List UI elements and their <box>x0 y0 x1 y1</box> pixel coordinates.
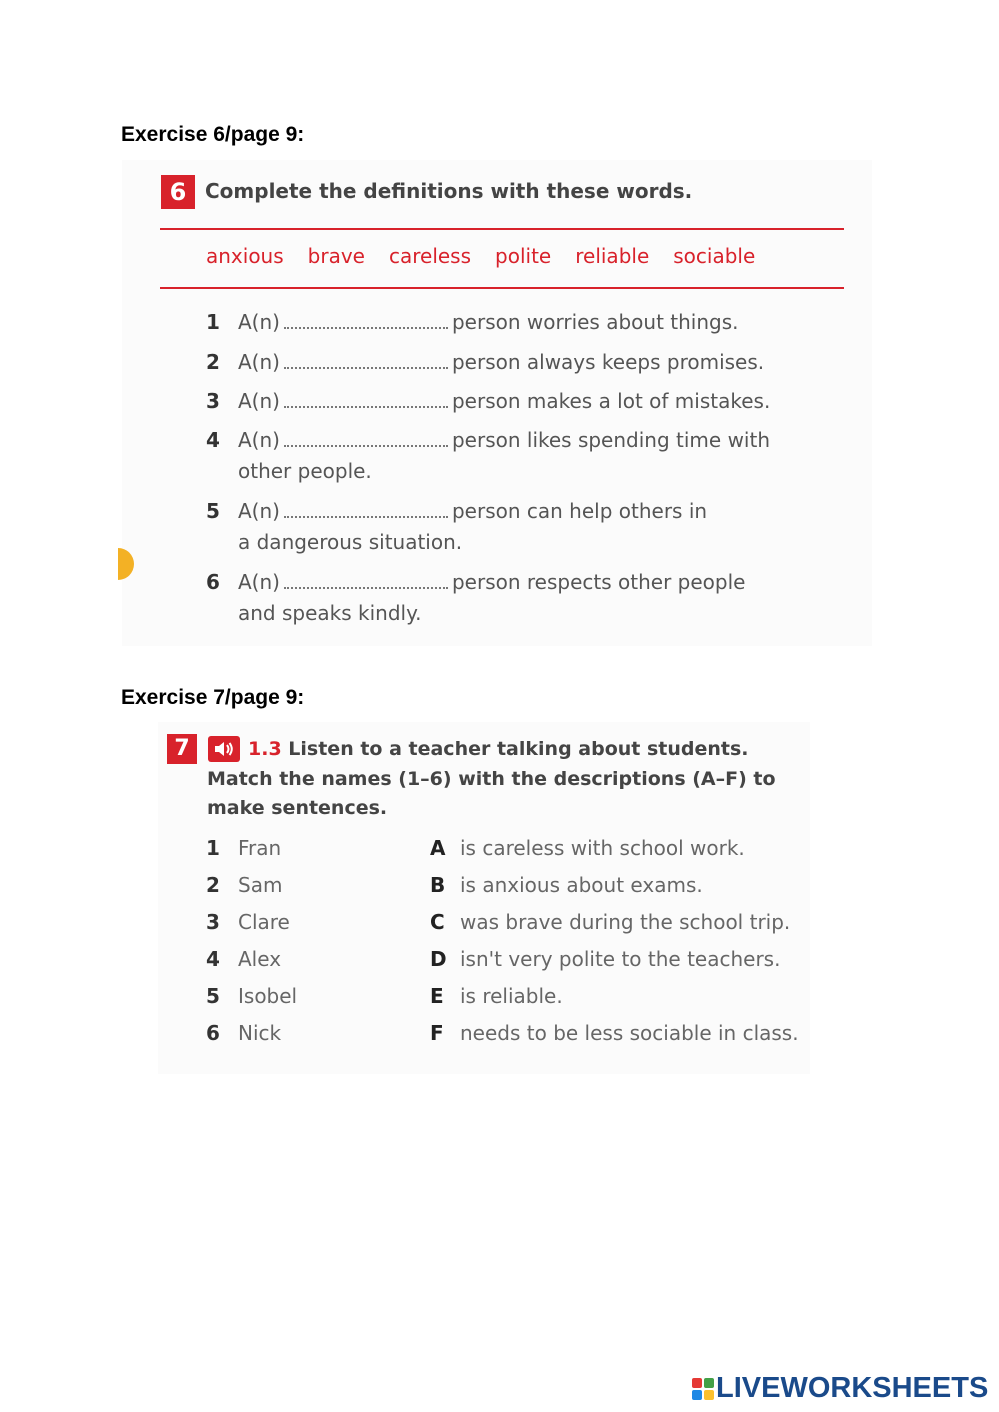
description-letter: B <box>430 873 446 897</box>
word-bank-item: brave <box>307 244 365 268</box>
word-bank-item: sociable <box>673 244 756 268</box>
description-text: is reliable. <box>460 984 563 1008</box>
answer-blank[interactable] <box>284 311 448 329</box>
match-row <box>206 984 563 1008</box>
student-name: Clare <box>238 910 290 934</box>
logo-square <box>704 1390 714 1400</box>
word-bank <box>206 244 755 268</box>
student-name: Alex <box>238 947 282 971</box>
item-text: person always keeps promises. <box>451 350 765 374</box>
item-prefix: A(n) <box>238 350 280 374</box>
description-letter: C <box>430 910 445 934</box>
exercise-7-instruction-line2: Match the names (1–6) with the descriptions (A–F) to <box>207 768 776 790</box>
instruction-text: Listen to a teacher talking about students. <box>288 738 749 760</box>
item-prefix: A(n) <box>238 389 280 413</box>
logo-square <box>704 1378 714 1388</box>
item-number: 3 <box>206 389 220 413</box>
student-name: Fran <box>238 836 282 860</box>
item-prefix: A(n) <box>238 428 280 452</box>
exercise-6-number-badge: 6 <box>161 175 195 209</box>
definition-item <box>206 347 764 378</box>
name-number: 4 <box>206 947 220 971</box>
exercise-7-number-badge: 7 <box>167 734 197 764</box>
description-letter: E <box>430 984 444 1008</box>
item-prefix: A(n) <box>238 499 280 523</box>
item-text: person likes spending time with <box>451 428 770 452</box>
item-prefix: A(n) <box>238 310 280 334</box>
description-text: needs to be less sociable in class. <box>460 1021 799 1045</box>
audio-icon[interactable] <box>208 736 240 762</box>
word-bank-item: anxious <box>206 244 284 268</box>
answer-blank[interactable] <box>284 500 448 518</box>
item-text: person makes a lot of mistakes. <box>451 389 771 413</box>
description-letter: F <box>430 1021 444 1045</box>
exercise-7-heading: Exercise 7/page 9: <box>121 686 305 709</box>
name-number: 1 <box>206 836 220 860</box>
description-text: is careless with school work. <box>460 836 745 860</box>
name-number: 3 <box>206 910 220 934</box>
match-row <box>206 873 703 897</box>
name-number: 2 <box>206 873 220 897</box>
logo-text: LIVEWORKSHEETS <box>716 1372 989 1404</box>
item-text: person worries about things. <box>451 310 739 334</box>
logo-square <box>692 1378 702 1388</box>
item-number: 4 <box>206 428 220 452</box>
item-prefix: A(n) <box>238 570 280 594</box>
match-row <box>206 836 745 860</box>
item-number: 6 <box>206 570 220 594</box>
item-continuation: other people. <box>238 459 372 483</box>
answer-blank[interactable] <box>284 390 448 408</box>
answer-blank[interactable] <box>284 571 448 589</box>
logo-square <box>692 1390 702 1400</box>
definition-item <box>206 307 739 338</box>
item-continuation: and speaks kindly. <box>238 601 422 625</box>
definition-item <box>206 567 745 629</box>
name-number: 5 <box>206 984 220 1008</box>
item-text: person can help others in <box>451 499 708 523</box>
student-name: Sam <box>238 873 283 897</box>
description-text: isn't very polite to the teachers. <box>460 947 781 971</box>
logo-icon <box>692 1378 714 1400</box>
exercise-6-instruction: Complete the definitions with these words. <box>205 179 693 203</box>
word-bank-item: careless <box>388 244 472 268</box>
definition-item <box>206 386 770 417</box>
item-number: 1 <box>206 310 220 334</box>
definition-item <box>206 425 770 487</box>
match-row <box>206 910 790 934</box>
word-bank-top-rule <box>160 228 844 230</box>
word-bank-bottom-rule <box>160 287 844 289</box>
item-number: 2 <box>206 350 220 374</box>
student-name: Isobel <box>238 984 298 1008</box>
description-text: was brave during the school trip. <box>460 910 791 934</box>
item-continuation: a dangerous situation. <box>238 530 463 554</box>
exercise-6-heading: Exercise 6/page 9: <box>121 123 305 146</box>
description-letter: D <box>430 947 447 971</box>
liveworksheets-logo[interactable] <box>692 1372 988 1405</box>
exercise-7-instruction-line1 <box>248 734 749 764</box>
description-text: is anxious about exams. <box>460 873 703 897</box>
answer-blank[interactable] <box>284 351 448 369</box>
match-row <box>206 1021 799 1045</box>
match-row <box>206 947 780 971</box>
name-number: 6 <box>206 1021 220 1045</box>
answer-blank[interactable] <box>284 429 448 447</box>
exercise-7-instruction-line3: make sentences. <box>207 797 388 819</box>
item-text: person respects other people <box>451 570 746 594</box>
definition-item <box>206 496 707 558</box>
word-bank-item: polite <box>495 244 552 268</box>
speaker-icon <box>213 740 235 758</box>
description-letter: A <box>430 836 446 860</box>
student-name: Nick <box>238 1021 282 1045</box>
track-number: 1.3 <box>248 738 282 760</box>
item-number: 5 <box>206 499 220 523</box>
word-bank-item: reliable <box>575 244 650 268</box>
